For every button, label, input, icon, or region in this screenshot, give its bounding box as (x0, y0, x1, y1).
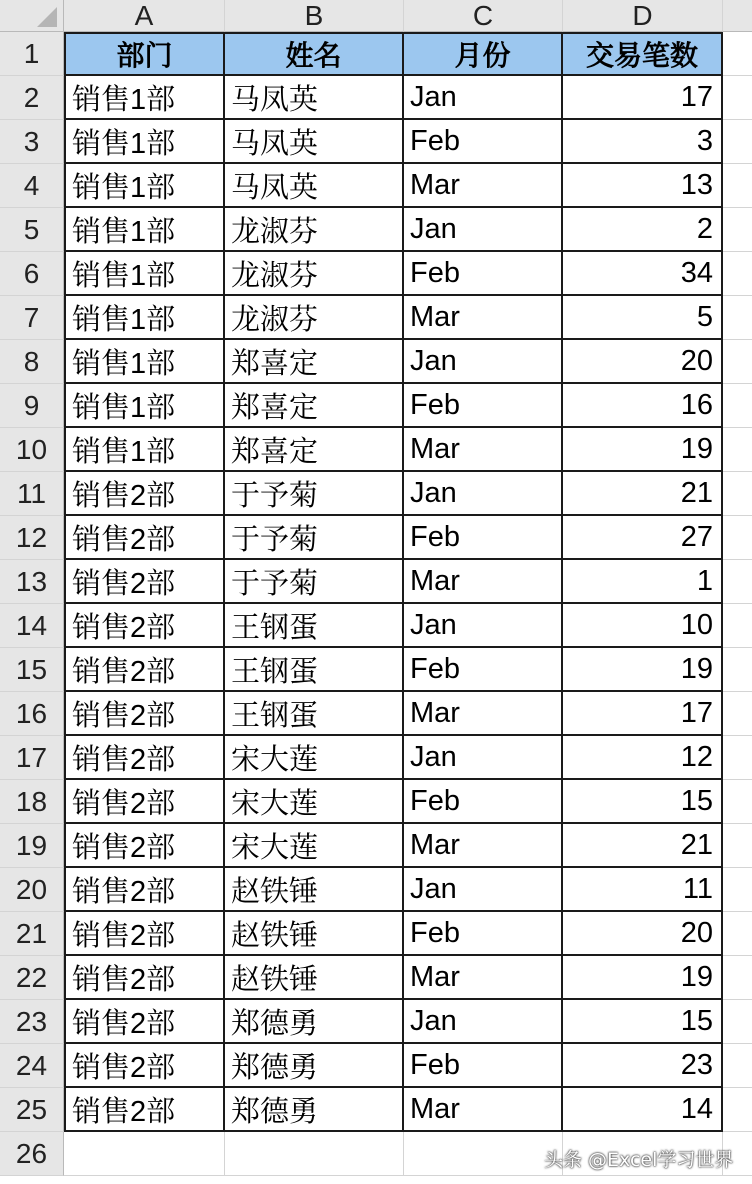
month-cell[interactable]: Feb (404, 384, 563, 428)
table-row (0, 296, 752, 340)
month-cell[interactable]: Feb (404, 648, 563, 692)
table-row (0, 1000, 752, 1044)
month-cell[interactable]: Jan (404, 76, 563, 120)
name-cell[interactable]: 郑德勇 (225, 1088, 404, 1132)
header-cell-month[interactable]: 月份 (404, 32, 563, 76)
dept-cell[interactable]: 销售2部 (64, 472, 225, 516)
row-number[interactable]: 16 (0, 692, 64, 736)
dept-cell[interactable]: 销售1部 (64, 384, 225, 428)
dept-cell[interactable]: 销售2部 (64, 516, 225, 560)
count-cell[interactable]: 11 (563, 868, 723, 912)
table-row (0, 692, 752, 736)
name-cell[interactable]: 宋大莲 (225, 780, 404, 824)
column-header-b[interactable]: B (225, 0, 404, 32)
dept-cell[interactable]: 销售1部 (64, 208, 225, 252)
row-number[interactable]: 18 (0, 780, 64, 824)
column-header-d[interactable]: D (563, 0, 723, 32)
count-cell[interactable]: 5 (563, 296, 723, 340)
dept-cell[interactable]: 销售2部 (64, 912, 225, 956)
empty-cell[interactable] (723, 1044, 752, 1088)
name-cell[interactable]: 于予菊 (225, 516, 404, 560)
table-row (0, 648, 752, 692)
empty-cell[interactable] (64, 1132, 225, 1176)
name-cell[interactable]: 郑喜定 (225, 340, 404, 384)
empty-cell[interactable] (723, 472, 752, 516)
table-row (0, 340, 752, 384)
table-row (0, 208, 752, 252)
table-row (0, 824, 752, 868)
name-cell[interactable]: 郑喜定 (225, 384, 404, 428)
name-cell[interactable]: 王钢蛋 (225, 604, 404, 648)
month-cell[interactable]: Jan (404, 736, 563, 780)
name-cell[interactable]: 郑喜定 (225, 428, 404, 472)
table-row (0, 736, 752, 780)
empty-cell[interactable] (723, 692, 752, 736)
count-cell[interactable]: 19 (563, 956, 723, 1000)
dept-cell[interactable]: 销售1部 (64, 296, 225, 340)
empty-cell[interactable] (723, 560, 752, 604)
count-cell[interactable]: 16 (563, 384, 723, 428)
row-number[interactable]: 20 (0, 868, 64, 912)
table-row (0, 868, 752, 912)
month-cell[interactable]: Mar (404, 164, 563, 208)
name-cell[interactable]: 宋大莲 (225, 736, 404, 780)
column-header-a[interactable]: A (64, 0, 225, 32)
table-row (0, 252, 752, 296)
row-number[interactable]: 17 (0, 736, 64, 780)
count-cell[interactable]: 19 (563, 428, 723, 472)
table-header-row (0, 32, 752, 76)
empty-cell[interactable] (723, 824, 752, 868)
month-cell[interactable]: Jan (404, 604, 563, 648)
name-cell[interactable]: 王钢蛋 (225, 648, 404, 692)
month-cell[interactable]: Jan (404, 340, 563, 384)
name-cell[interactable]: 马凤英 (225, 120, 404, 164)
name-cell[interactable]: 于予菊 (225, 560, 404, 604)
row-number[interactable]: 12 (0, 516, 64, 560)
empty-cell[interactable] (723, 32, 752, 76)
empty-cell[interactable] (723, 76, 752, 120)
month-cell[interactable]: Mar (404, 824, 563, 868)
count-cell[interactable]: 3 (563, 120, 723, 164)
count-cell[interactable]: 20 (563, 340, 723, 384)
header-cell-dept[interactable]: 部门 (64, 32, 225, 76)
dept-cell[interactable]: 销售2部 (64, 824, 225, 868)
month-cell[interactable]: Feb (404, 780, 563, 824)
dept-cell[interactable]: 销售2部 (64, 736, 225, 780)
month-cell[interactable]: Feb (404, 516, 563, 560)
empty-cell[interactable] (225, 1132, 404, 1176)
count-cell[interactable]: 34 (563, 252, 723, 296)
row-number-1[interactable]: 1 (0, 32, 64, 76)
month-cell[interactable]: Feb (404, 252, 563, 296)
count-cell[interactable]: 21 (563, 824, 723, 868)
table-row (0, 120, 752, 164)
count-cell[interactable]: 12 (563, 736, 723, 780)
month-cell[interactable]: Feb (404, 120, 563, 164)
name-cell[interactable]: 赵铁锤 (225, 912, 404, 956)
table-row (0, 780, 752, 824)
empty-cell[interactable] (723, 604, 752, 648)
count-cell[interactable]: 13 (563, 164, 723, 208)
count-cell[interactable]: 2 (563, 208, 723, 252)
month-cell[interactable]: Feb (404, 912, 563, 956)
dept-cell[interactable]: 销售2部 (64, 1000, 225, 1044)
count-cell[interactable]: 17 (563, 76, 723, 120)
empty-cell[interactable] (723, 648, 752, 692)
row-number[interactable]: 2 (0, 76, 64, 120)
empty-cell[interactable] (723, 120, 752, 164)
month-cell[interactable]: Mar (404, 560, 563, 604)
row-number[interactable]: 4 (0, 164, 64, 208)
watermark: 头条 @Excel学习世界 (544, 1149, 734, 1171)
row-number[interactable]: 14 (0, 604, 64, 648)
table-row (0, 384, 752, 428)
month-cell[interactable]: Mar (404, 956, 563, 1000)
name-cell[interactable]: 龙淑芬 (225, 208, 404, 252)
table-row (0, 164, 752, 208)
row-number[interactable]: 8 (0, 340, 64, 384)
table-row (0, 516, 752, 560)
table-row (0, 604, 752, 648)
empty-cell[interactable] (723, 868, 752, 912)
month-cell[interactable]: Mar (404, 296, 563, 340)
select-all-triangle-icon (37, 7, 57, 27)
empty-cell[interactable] (723, 736, 752, 780)
table-row (0, 1088, 752, 1132)
empty-cell[interactable] (723, 516, 752, 560)
empty-cell[interactable] (723, 252, 752, 296)
name-cell[interactable]: 于予菊 (225, 472, 404, 516)
table-row (0, 912, 752, 956)
dept-cell[interactable]: 销售1部 (64, 252, 225, 296)
row-number[interactable]: 7 (0, 296, 64, 340)
select-all-corner[interactable] (0, 0, 64, 32)
table-row (0, 560, 752, 604)
name-cell[interactable]: 龙淑芬 (225, 252, 404, 296)
row-number[interactable]: 22 (0, 956, 64, 1000)
name-cell[interactable]: 郑德勇 (225, 1000, 404, 1044)
month-cell[interactable]: Mar (404, 428, 563, 472)
empty-cell[interactable] (723, 340, 752, 384)
count-cell[interactable]: 15 (563, 780, 723, 824)
row-number[interactable]: 21 (0, 912, 64, 956)
month-cell[interactable]: Mar (404, 692, 563, 736)
dept-cell[interactable]: 销售1部 (64, 164, 225, 208)
month-cell[interactable]: Mar (404, 1088, 563, 1132)
empty-cell[interactable] (404, 1132, 563, 1176)
count-cell[interactable]: 1 (563, 560, 723, 604)
row-number[interactable]: 11 (0, 472, 64, 516)
month-cell[interactable]: Feb (404, 1044, 563, 1088)
month-cell[interactable]: Jan (404, 472, 563, 516)
name-cell[interactable]: 郑德勇 (225, 1044, 404, 1088)
name-cell[interactable]: 宋大莲 (225, 824, 404, 868)
dept-cell[interactable]: 销售2部 (64, 604, 225, 648)
column-header-e[interactable] (723, 0, 752, 32)
row-number[interactable]: 5 (0, 208, 64, 252)
row-number[interactable]: 6 (0, 252, 64, 296)
empty-cell[interactable] (723, 208, 752, 252)
name-cell[interactable]: 赵铁锤 (225, 868, 404, 912)
dept-cell[interactable]: 销售2部 (64, 868, 225, 912)
dept-cell[interactable]: 销售1部 (64, 428, 225, 472)
row-number-26[interactable]: 26 (0, 1132, 64, 1176)
name-cell[interactable]: 马凤英 (225, 164, 404, 208)
count-cell[interactable]: 17 (563, 692, 723, 736)
dept-cell[interactable]: 销售2部 (64, 780, 225, 824)
month-cell[interactable]: Jan (404, 208, 563, 252)
dept-cell[interactable]: 销售1部 (64, 120, 225, 164)
dept-cell[interactable]: 销售2部 (64, 648, 225, 692)
count-cell[interactable]: 14 (563, 1088, 723, 1132)
name-cell[interactable]: 赵铁锤 (225, 956, 404, 1000)
empty-cell[interactable] (723, 296, 752, 340)
table-row (0, 1044, 752, 1088)
table-row (0, 428, 752, 472)
month-cell[interactable]: Jan (404, 1000, 563, 1044)
row-number[interactable]: 23 (0, 1000, 64, 1044)
dept-cell[interactable]: 销售2部 (64, 1088, 225, 1132)
name-cell[interactable]: 马凤英 (225, 76, 404, 120)
empty-cell[interactable] (723, 428, 752, 472)
row-number[interactable]: 19 (0, 824, 64, 868)
count-cell[interactable]: 15 (563, 1000, 723, 1044)
count-cell[interactable]: 27 (563, 516, 723, 560)
header-cell-name[interactable]: 姓名 (225, 32, 404, 76)
row-number[interactable]: 13 (0, 560, 64, 604)
table-row (0, 472, 752, 516)
count-cell[interactable]: 19 (563, 648, 723, 692)
empty-cell[interactable] (723, 1088, 752, 1132)
name-cell[interactable]: 王钢蛋 (225, 692, 404, 736)
dept-cell[interactable]: 销售1部 (64, 340, 225, 384)
header-cell-count[interactable]: 交易笔数 (563, 32, 723, 76)
month-cell[interactable]: Jan (404, 868, 563, 912)
dept-cell[interactable]: 销售2部 (64, 1044, 225, 1088)
count-cell[interactable]: 10 (563, 604, 723, 648)
empty-cell[interactable] (723, 384, 752, 428)
row-number[interactable]: 24 (0, 1044, 64, 1088)
row-number[interactable]: 10 (0, 428, 64, 472)
empty-cell[interactable] (723, 1000, 752, 1044)
row-number[interactable]: 3 (0, 120, 64, 164)
empty-cell[interactable] (723, 956, 752, 1000)
count-cell[interactable]: 20 (563, 912, 723, 956)
table-row (0, 76, 752, 120)
row-number[interactable]: 25 (0, 1088, 64, 1132)
count-cell[interactable]: 21 (563, 472, 723, 516)
column-header-c[interactable]: C (404, 0, 563, 32)
column-header-row (0, 0, 752, 32)
name-cell[interactable]: 龙淑芬 (225, 296, 404, 340)
table-row (0, 956, 752, 1000)
row-number[interactable]: 15 (0, 648, 64, 692)
count-cell[interactable]: 23 (563, 1044, 723, 1088)
row-number[interactable]: 9 (0, 384, 64, 428)
empty-cell[interactable] (723, 912, 752, 956)
empty-cell[interactable] (723, 780, 752, 824)
dept-cell[interactable]: 销售1部 (64, 76, 225, 120)
dept-cell[interactable]: 销售2部 (64, 560, 225, 604)
empty-cell[interactable] (723, 164, 752, 208)
dept-cell[interactable]: 销售2部 (64, 956, 225, 1000)
dept-cell[interactable]: 销售2部 (64, 692, 225, 736)
